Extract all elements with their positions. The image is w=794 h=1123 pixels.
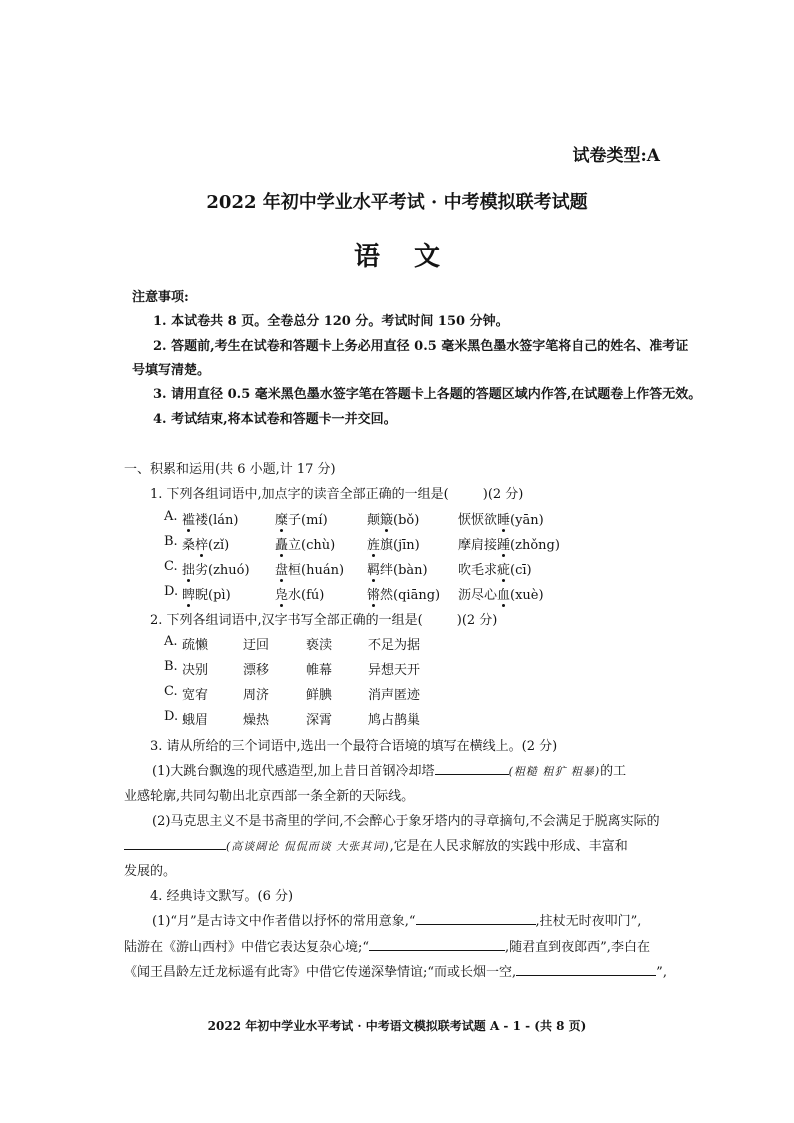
exam-type-label: 试卷类型:A xyxy=(572,146,660,166)
question-3-stem: 3. 请从所给的三个词语中,选出一个最符合语境的填写在横线上。(2 分) xyxy=(150,739,558,754)
option-word: 消声匿迹 xyxy=(368,688,421,703)
option-label: D. xyxy=(164,584,179,599)
option-word: 周济 xyxy=(243,688,270,703)
question-3-part-1: (1)大跳台飘逸的现代感造型,加上昔日首钢冷却塔 (粗糙 粗犷 粗暴)的工 xyxy=(152,764,627,779)
subject-title: 语文 xyxy=(353,242,474,272)
option-word: 矗立(chù) xyxy=(275,538,336,553)
answer-blank[interactable] xyxy=(516,963,656,976)
option-word: 鸠占鹊巢 xyxy=(368,713,421,728)
answer-blank[interactable] xyxy=(369,938,505,951)
option-label: D. xyxy=(164,709,179,724)
question-4-line-3: 《闻王昌龄左迁龙标遥有此寄》中借它传递深挚情谊;“而或长烟一空, ”, xyxy=(124,965,667,980)
option-word: 睥睨(pì) xyxy=(182,588,231,603)
option-word: 盘桓(huán) xyxy=(275,563,345,578)
option-label: A. xyxy=(164,509,178,524)
option-word: 褴褛(lán) xyxy=(182,513,239,528)
page-footer: 2022 年初中学业水平考试 · 中考语文模拟联考试题 A - 1 - (共 8 页) xyxy=(207,1019,587,1033)
option-word: 桑梓(zǐ) xyxy=(182,538,230,553)
option-label: C. xyxy=(164,559,178,574)
notice-item-1: 1. 本试卷共 8 页。全卷总分 120 分。考试时间 150 分钟。 xyxy=(153,314,509,329)
option-word: 旌旗(jīn) xyxy=(367,538,420,553)
question-3-part-1-cont: 业感轮廓,共同勾勒出北京西部一条全新的天际线。 xyxy=(124,789,415,804)
option-word: 沥尽心血(xuè) xyxy=(458,588,544,603)
option-word: 恹恹欲睡(yān) xyxy=(458,513,544,528)
question-3-part-2: (2)马克思主义不是书斋里的学问,不会醉心于象牙塔内的寻章摘句,不会满足于脱离实际的 xyxy=(152,814,660,829)
question-4-line-1: (1)“月”是古诗文中作者借以抒怀的常用意象,“ ,拄杖无时夜叩门”, xyxy=(152,914,642,929)
answer-blank[interactable] xyxy=(416,912,536,925)
option-word: 漂移 xyxy=(243,663,270,678)
option-word: 燥热 xyxy=(243,713,270,728)
option-label: B. xyxy=(164,534,178,549)
section-heading: 一、积累和运用(共 6 小题,计 17 分) xyxy=(124,462,336,477)
option-word: 迂回 xyxy=(243,638,270,653)
notice-item-2-cont: 号填写清楚。 xyxy=(132,363,211,378)
notice-item-3: 3. 请用直径 0.5 毫米黑色墨水签字笔在答题卡上各题的答题区域内作答,在试题卷上作答无效。 xyxy=(153,387,702,402)
option-word: 异想天开 xyxy=(368,663,421,678)
option-word: 深霄 xyxy=(306,713,333,728)
option-word: 鲜腆 xyxy=(306,688,333,703)
option-word: 锵然(qiāng) xyxy=(367,588,441,603)
question-4-line-2: 陆游在《游山西村》中借它表达复杂心境;“ ,随君直到夜郎西”,李白在 xyxy=(124,940,650,955)
notice-item-4: 4. 考试结束,将本试卷和答题卡一并交回。 xyxy=(153,412,397,427)
option-word: 糜子(mí) xyxy=(275,513,328,528)
option-word: 羁绊(bàn) xyxy=(367,563,428,578)
question-3-part-2-cont: (高谈阔论 侃侃而谈 大张其词),它是在人民求解放的实践中形成、丰富和 xyxy=(124,835,628,854)
exam-title: 2022 年初中学业水平考试 · 中考模拟联考试题 xyxy=(206,192,588,213)
option-word: 蛾眉 xyxy=(182,713,209,728)
question-1-stem: 1. 下列各组词语中,加点字的读音全部正确的一组是( )(2 分) xyxy=(150,487,524,502)
option-word: 吹毛求疵(cī) xyxy=(458,563,532,578)
option-label: B. xyxy=(164,659,178,674)
option-word: 疏懒 xyxy=(182,638,209,653)
option-word: 宽宥 xyxy=(182,688,209,703)
question-3-part-2-end: 发展的。 xyxy=(124,864,177,879)
option-word: 颠簸(bǒ) xyxy=(367,513,420,528)
answer-blank[interactable] xyxy=(435,762,509,775)
question-4-stem: 4. 经典诗文默写。(6 分) xyxy=(150,889,294,904)
option-word: 凫水(fú) xyxy=(275,588,325,603)
option-label: A. xyxy=(164,634,178,649)
option-word: 决别 xyxy=(182,663,209,678)
option-word: 不足为据 xyxy=(368,638,421,653)
option-word: 拙劣(zhuó) xyxy=(182,563,250,578)
answer-blank[interactable] xyxy=(124,837,226,850)
option-word: 帷幕 xyxy=(306,663,333,678)
notice-heading: 注意事项: xyxy=(132,290,189,305)
question-2-stem: 2. 下列各组词语中,汉字书写全部正确的一组是( )(2 分) xyxy=(150,613,498,628)
option-label: C. xyxy=(164,684,178,699)
notice-item-2: 2. 答题前,考生在试卷和答题卡上务必用直径 0.5 毫米黑色墨水签字笔将自己的姓名、准考证 xyxy=(153,339,689,354)
option-word: 亵渎 xyxy=(306,638,333,653)
option-word: 摩肩接踵(zhǒng) xyxy=(458,538,560,553)
